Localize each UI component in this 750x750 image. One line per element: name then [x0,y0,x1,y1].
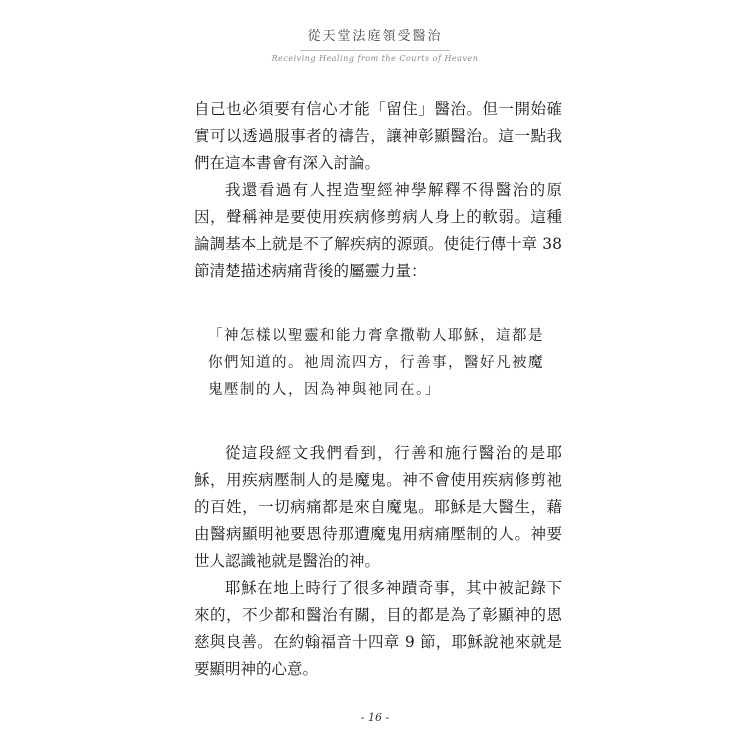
scripture-quote: 「神怎樣以聖靈和能力膏拿撒勒人耶穌，這都是 你們知道的。祂周流四方，行善事，醫好凡被魔 鬼壓制的人，因為神與祂同在。」 [208,328,544,398]
book-subtitle-english: Receiving Healing from the Courts of Heaven [271,54,479,63]
page-number: - 16 - [360,711,390,724]
header-divider [300,50,450,51]
paragraph: 從這段經文我們看到，行善和施行醫治的是耶穌，用疾病壓制人的是魔鬼。神不會使用疾病修剪祂的百姓，一切病痛都是來自魔鬼。耶穌是大醫生，藉由醫病顯明祂要恩待那遭魔鬼用病痛壓制的人。神要世人認識祂就是醫治的神。 [194,444,562,570]
paragraph-continued: 自己也必須要有信心才能「留住」醫治。但一開始確實可以透過服事者的禱告，讓神彰顯醫治。這一點我們在這本書會有深入討論。 [194,100,562,172]
paragraph: 我還看過有人捏造聖經神學解釋不得醫治的原因，聲稱神是要使用疾病修剪病人身上的軟弱。這種論調基本上就是不了解疾病的源頭。使徒行傳十章 38 節清楚描述病痛背後的屬靈力量： [194,181,562,280]
book-title: 從天堂法庭領受醫治 [307,29,443,44]
paragraph: 耶穌在地上時行了很多神蹟奇事，其中被記錄下來的，不少都和醫治有關，目的都是為了彰顯神的恩慈與良善。在約翰福音十四章 9 節，耶穌說祂來就是要顯明神的心意。 [194,579,562,678]
page-body [194,96,562,683]
running-header [0,28,750,64]
